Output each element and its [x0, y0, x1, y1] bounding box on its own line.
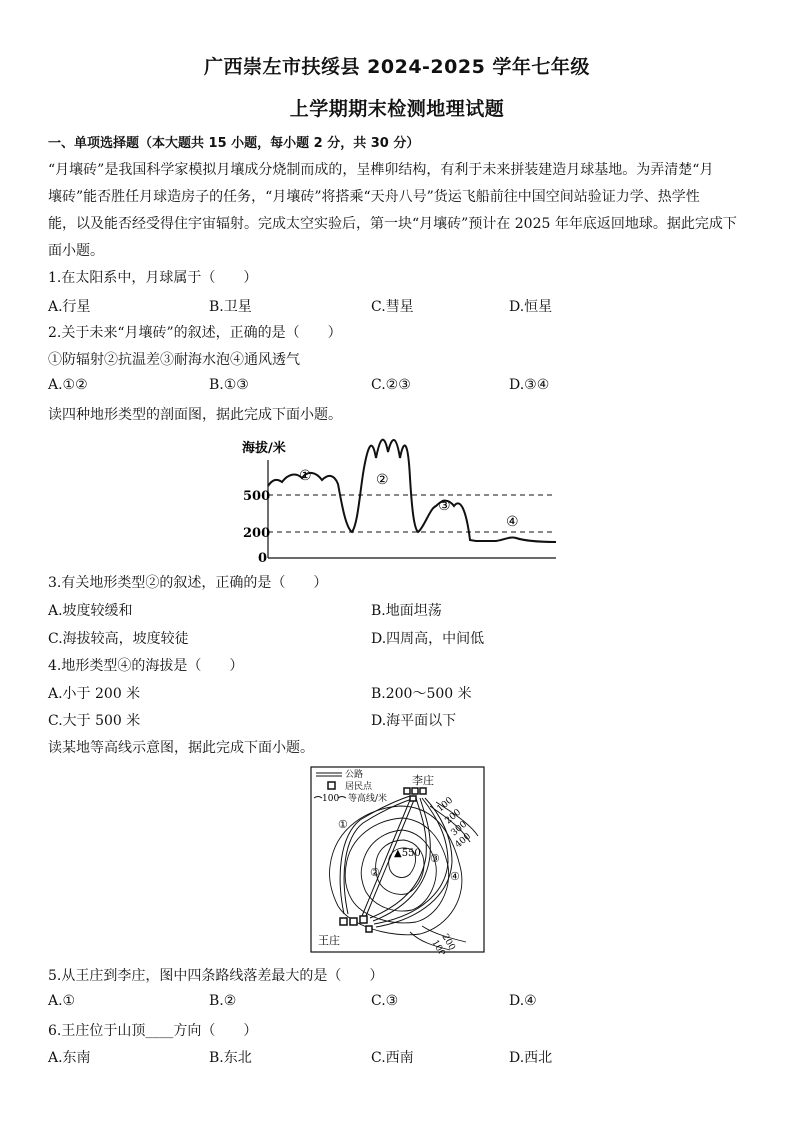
settlement-north-block2: [412, 788, 418, 794]
settlement-south-block2: [350, 918, 357, 925]
settlement-south-block4: [366, 926, 372, 932]
route-marker-3: ③: [430, 852, 440, 865]
settlement-south-block3: [360, 916, 367, 923]
contour-label-300-ne: 300: [449, 819, 470, 839]
terrain-profile-svg: [236, 428, 562, 568]
q4-option-c[interactable]: C.大于 500 米: [48, 713, 141, 729]
q5-option-b[interactable]: B.②: [209, 993, 237, 1009]
exam-title-line1: 广西崇左市扶绥县 2024-2025 学年七年级: [204, 56, 590, 78]
profile-tick-0: 0: [258, 551, 268, 566]
q6-option-b[interactable]: B.东北: [209, 1050, 252, 1066]
q1-option-b[interactable]: B.卫星: [209, 299, 252, 315]
profile-tick-500: 500: [243, 489, 271, 504]
settlement-south-block1: [340, 918, 347, 925]
q2-option-d[interactable]: D.③④: [509, 377, 550, 393]
q1-option-c[interactable]: C.彗星: [371, 299, 414, 315]
legend-contour-label: 等高线/米: [348, 794, 388, 804]
q6-option-d[interactable]: D.西北: [509, 1050, 553, 1066]
contour-label-200-s: 200: [439, 932, 457, 953]
legend-settlement-icon: [328, 782, 335, 789]
profile-marker-3: ③: [438, 498, 451, 514]
contour-label-200-ne: 200: [443, 807, 464, 827]
peak-label: ▲550: [394, 848, 421, 859]
profile-marker-1: ①: [299, 468, 312, 484]
q2-statements: ①防辐射②抗温差③耐海水泡④通风透气: [48, 352, 300, 368]
exam-title-line2: 上学期期末检测地理试题: [289, 98, 505, 120]
village-north-label: 李庄: [412, 774, 434, 787]
q3-stem: 3.有关地形类型②的叙述，正确的是（ ）: [48, 575, 328, 591]
q5-stem: 5.从王庄到李庄，图中四条路线落差最大的是（ ）: [48, 968, 384, 984]
legend-contour-value: 100: [322, 794, 340, 804]
q4-option-b[interactable]: B.200～500 米: [371, 686, 472, 702]
passage1-line4: 面小题。: [48, 243, 104, 259]
q2-option-b[interactable]: B.①③: [209, 377, 249, 393]
intro-contour: 读某地等高线示意图，据此完成下面小题。: [48, 740, 314, 756]
legend-settlement-label: 居民点: [345, 782, 373, 792]
contour-label-100-ne: 100: [435, 795, 456, 815]
route-marker-2: ②: [370, 866, 380, 879]
q2-stem: 2.关于未来“月壤砖”的叙述，正确的是（ ）: [48, 325, 342, 341]
route-marker-4: ④: [450, 870, 460, 883]
q2-option-a[interactable]: A.①②: [48, 377, 88, 393]
q4-option-a[interactable]: A.小于 200 米: [48, 686, 141, 702]
settlement-north-block4: [410, 796, 416, 801]
q4-option-d[interactable]: D.海平面以下: [371, 713, 457, 729]
q1-stem: 1.在太阳系中，月球属于（ ）: [48, 270, 258, 286]
q5-option-c[interactable]: C.③: [371, 993, 399, 1009]
profile-marker-2: ②: [376, 472, 389, 488]
contour-label-400-ne: 400: [453, 831, 474, 851]
q6-stem: 6.王庄位于山顶____方向（ ）: [48, 1023, 258, 1039]
q3-option-d[interactable]: D.四周高，中间低: [371, 631, 485, 647]
q3-option-a[interactable]: A.坡度较缓和: [48, 603, 133, 619]
q2-option-c[interactable]: C.②③: [371, 377, 411, 393]
passage1-line2: 壤砖”能否胜任月球造房子的任务，“月壤砖”将搭乘“天舟八号”货运飞船前往中国空间站验证力学、热学性: [48, 189, 700, 205]
settlement-north-block3: [420, 788, 426, 794]
q6-option-a[interactable]: A.东南: [48, 1050, 91, 1066]
q4-stem: 4.地形类型④的海拔是（ ）: [48, 658, 244, 674]
q3-option-c[interactable]: C.海拔较高，坡度较徒: [48, 631, 189, 647]
q1-option-d[interactable]: D.恒星: [509, 299, 553, 315]
q1-option-a[interactable]: A.行星: [48, 299, 91, 315]
q5-option-a[interactable]: A.①: [48, 993, 76, 1009]
route-marker-1: ①: [338, 818, 348, 831]
village-south-label: 王庄: [318, 934, 340, 947]
contour-map-figure: [310, 766, 486, 954]
profile-marker-4: ④: [506, 514, 519, 530]
settlement-north-block1: [404, 788, 410, 794]
q3-option-b[interactable]: B.地面坦荡: [371, 603, 442, 619]
terrain-profile-figure: [236, 428, 562, 568]
profile-ylabel: 海拔/米: [242, 441, 286, 456]
q6-option-c[interactable]: C.西南: [371, 1050, 414, 1066]
passage1-line1: “月壤砖”是我国科学家模拟月壤成分烧制而成的，呈榫卯结构，有利于未来拼装建造月球基地。为弄清楚“月: [48, 162, 714, 178]
contour-label-100-s: 100: [429, 938, 447, 954]
profile-tick-200: 200: [243, 526, 271, 541]
intro-profile: 读四种地形类型的剖面图，据此完成下面小题。: [48, 407, 342, 423]
q5-option-d[interactable]: D.④: [509, 993, 537, 1009]
passage1-line3: 能，以及能否经受得住宇宙辐射。完成太空实验后，第一块“月壤砖”预计在 2025 年年底返回地球。据此完成下: [48, 216, 737, 232]
contour-map-svg: [310, 766, 486, 954]
legend-road-label: 公路: [345, 770, 364, 780]
section-heading: 一、单项选择题（本大题共 15 小题，每小题 2 分，共 30 分）: [48, 136, 420, 151]
